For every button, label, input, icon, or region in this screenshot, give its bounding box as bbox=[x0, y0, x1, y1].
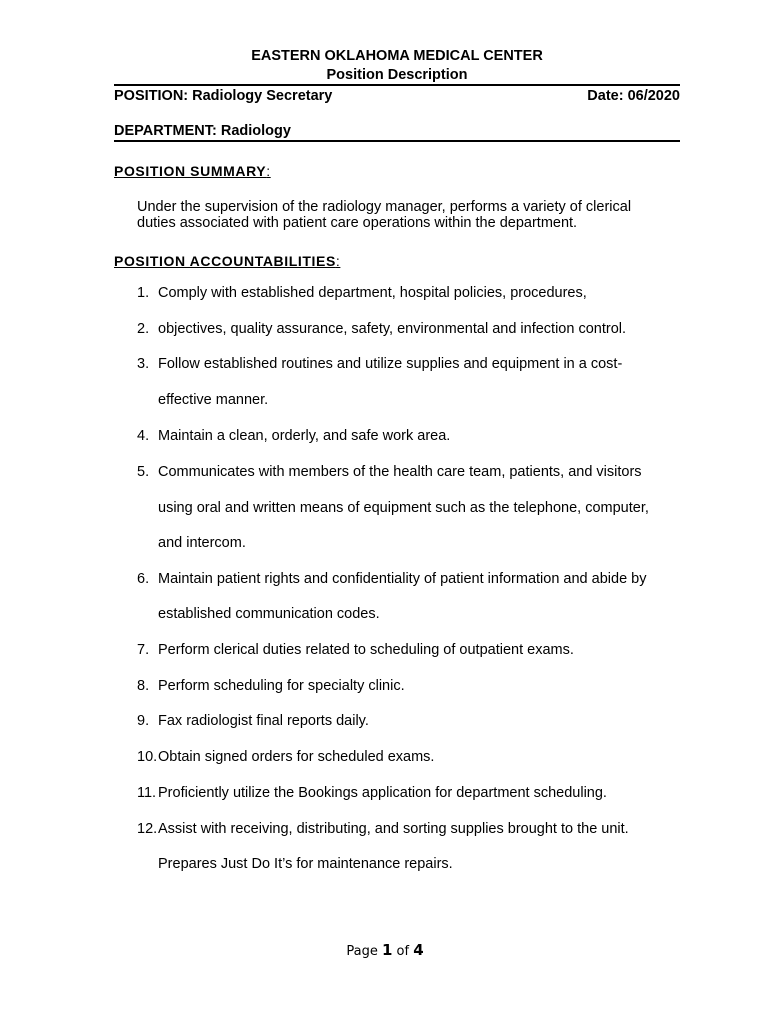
accountabilities-heading-colon: : bbox=[335, 253, 341, 269]
list-text: Fax radiologist final reports daily. bbox=[158, 713, 369, 729]
list-number: 2. bbox=[137, 321, 150, 337]
accountabilities-heading-text: POSITION ACCOUNTABILITIES bbox=[114, 253, 336, 269]
position-field: POSITION: Radiology Secretary bbox=[114, 88, 333, 104]
list-number: 9. bbox=[137, 713, 150, 729]
summary-heading bbox=[114, 162, 271, 180]
of-word: of bbox=[396, 944, 410, 959]
list-text: objectives, quality assurance, safety, environmental and infection control. bbox=[158, 321, 627, 337]
list-number: 6. bbox=[137, 571, 150, 587]
current-page-number: 1 bbox=[381, 941, 393, 959]
header-rule bbox=[114, 84, 680, 86]
list-number: 11. bbox=[137, 785, 157, 801]
list-number: 8. bbox=[137, 678, 150, 694]
list-number: 10. bbox=[137, 749, 158, 765]
page-footer bbox=[0, 940, 770, 962]
list-text: using oral and written means of equipment such as the telephone, computer, bbox=[158, 500, 649, 516]
organization-title: EASTERN OKLAHOMA MEDICAL CENTER bbox=[251, 48, 543, 64]
list-text: Maintain a clean, orderly, and safe work area. bbox=[158, 428, 451, 444]
list-text: Prepares Just Do It’s for maintenance repairs. bbox=[158, 856, 453, 872]
list-text: effective manner. bbox=[158, 392, 269, 408]
summary-line: Under the supervision of the radiology manager, performs a variety of clerical bbox=[137, 199, 632, 215]
list-text: Communicates with members of the health care team, patients, and visitors bbox=[158, 464, 642, 480]
list-number: 7. bbox=[137, 642, 150, 658]
list-text: Maintain patient rights and confidentiality of patient information and abide by bbox=[158, 571, 647, 587]
list-text: Proficiently utilize the Bookings application for department scheduling. bbox=[158, 785, 607, 801]
document-type-title: Position Description bbox=[326, 67, 468, 83]
list-number: 5. bbox=[137, 464, 150, 480]
list-number: 3. bbox=[137, 356, 150, 372]
list-text: Assist with receiving, distributing, and sorting supplies brought to the unit. bbox=[158, 821, 629, 837]
position-row bbox=[114, 87, 680, 105]
summary-heading-text: POSITION SUMMARY bbox=[114, 163, 267, 179]
list-text: Perform scheduling for specialty clinic. bbox=[158, 678, 405, 694]
list-text: Perform clerical duties related to scheduling of outpatient exams. bbox=[158, 642, 574, 658]
list-number: 1. bbox=[137, 285, 150, 301]
summary-line: duties associated with patient care operations within the department. bbox=[137, 215, 578, 231]
total-pages-number: 4 bbox=[413, 941, 424, 959]
list-text: Obtain signed orders for scheduled exams. bbox=[158, 749, 435, 765]
list-text: established communication codes. bbox=[158, 606, 380, 622]
accountabilities-heading bbox=[114, 252, 340, 270]
summary-heading-colon: : bbox=[266, 163, 271, 179]
list-text: Follow established routines and utilize supplies and equipment in a cost- bbox=[158, 356, 623, 372]
page-word: Page bbox=[346, 944, 378, 959]
department-field: DEPARTMENT: Radiology bbox=[114, 123, 291, 139]
list-number: 4. bbox=[137, 428, 150, 444]
list-text: Comply with established department, hospital policies, procedures, bbox=[158, 285, 587, 301]
department-rule bbox=[114, 140, 680, 142]
list-text: and intercom. bbox=[158, 535, 246, 551]
date-field: Date: 06/2020 bbox=[587, 88, 680, 104]
list-number: 12. bbox=[137, 821, 158, 837]
summary-paragraph bbox=[137, 199, 677, 231]
